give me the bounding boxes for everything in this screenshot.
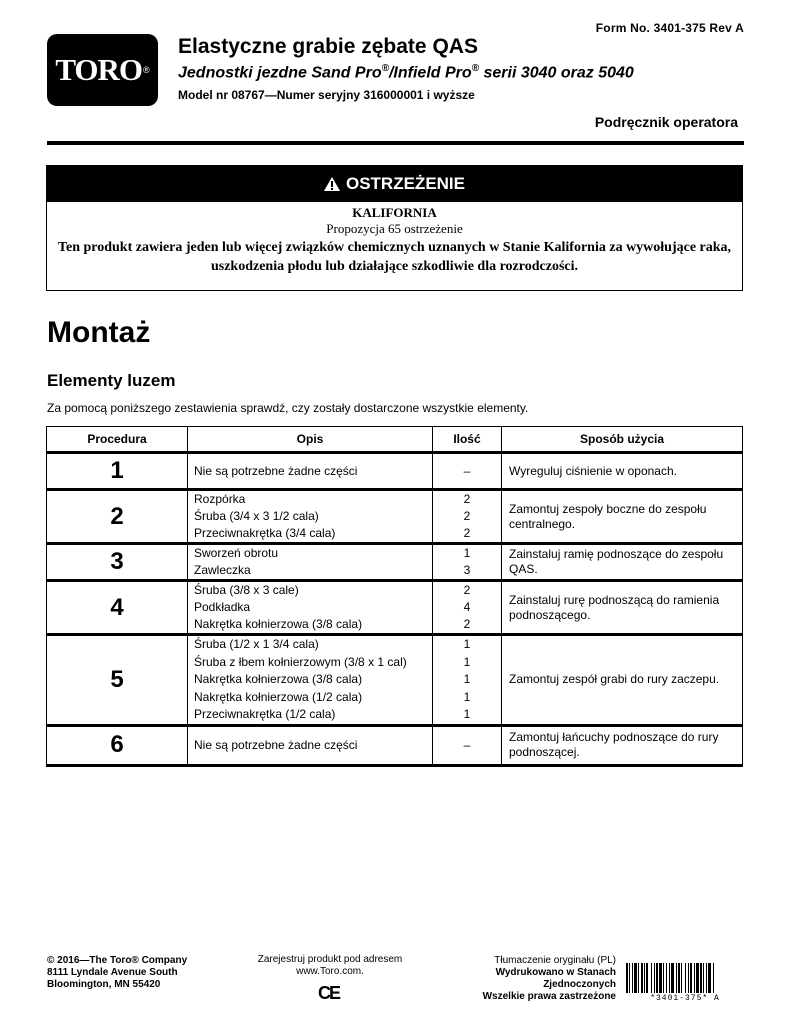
subtitle-part-1: Jednostki jezdne Sand Pro <box>178 64 382 82</box>
barcode-bar <box>656 963 658 993</box>
procedure-number: 1 <box>47 453 188 490</box>
footer-address-2: Bloomington, MN 55420 <box>47 979 161 990</box>
model-number: Model nr 08767—Numer seryjny 316000001 i wyższe <box>178 88 475 102</box>
header-rule <box>47 141 744 145</box>
part-qty: 1 <box>463 654 471 669</box>
barcode-bar <box>676 963 677 993</box>
document-subtitle <box>178 63 634 82</box>
barcode-bar <box>663 963 664 993</box>
barcode-bar <box>659 963 662 993</box>
part-name: Sworzeń obrotu <box>194 546 279 560</box>
usage-cell: Zainstaluj ramię podnoszące do zespołu QAS. <box>502 544 743 581</box>
part-qty: – <box>463 738 471 752</box>
usage-cell: Wyreguluj ciśnienie w oponach. <box>502 453 743 490</box>
quantity-cell <box>433 635 502 726</box>
usage-cell: Zamontuj łańcuchy podnoszące do rury podnoszącej. <box>502 725 743 765</box>
warning-heading-text: OSTRZEŻENIE <box>345 174 465 193</box>
barcode-bar <box>651 963 652 993</box>
header-usage: Sposób użycia <box>502 427 743 453</box>
procedure-number: 5 <box>47 635 188 726</box>
barcode-bar <box>703 963 704 993</box>
description-cell <box>188 581 433 635</box>
part-name: Podkładka <box>194 600 251 614</box>
part-qty: 2 <box>463 617 471 631</box>
barcode-bar <box>678 963 680 993</box>
description-cell <box>188 490 433 544</box>
barcode-bar <box>696 963 699 993</box>
part-name: Śruba (1/2 x 1 3/4 cala) <box>194 637 319 651</box>
description-cell <box>188 635 433 726</box>
warning-proposition: Propozycja 65 ostrzeżenie <box>326 221 463 236</box>
document-title: Elastyczne grabie zębate QAS <box>178 35 478 58</box>
part-name: Nie są potrzebne żadne części <box>194 738 358 752</box>
description-cell <box>188 453 433 490</box>
part-name: Rozpórka <box>194 492 246 506</box>
table-row <box>47 635 743 726</box>
part-qty: 1 <box>463 672 471 686</box>
description-cell <box>188 725 433 765</box>
quantity-cell <box>433 544 502 581</box>
barcode-bar <box>671 963 674 993</box>
subtitle-reg-1: ® <box>381 63 389 74</box>
procedure-number: 6 <box>47 725 188 765</box>
footer-company <box>47 955 187 991</box>
barcode-bar <box>638 963 639 993</box>
part-qty: 1 <box>463 689 471 704</box>
manual-type: Podręcznik operatora <box>594 114 738 130</box>
barcode-bar <box>641 963 643 993</box>
toro-logo <box>47 34 158 106</box>
barcode-bar <box>713 963 714 993</box>
barcode-bar <box>634 963 637 993</box>
barcode-bar <box>706 963 707 993</box>
part-qty: 2 <box>463 492 471 506</box>
part-name: Śruba (3/8 x 3 cale) <box>194 583 299 597</box>
barcode-bar <box>708 963 711 993</box>
quantity-cell <box>433 725 502 765</box>
usage-cell: Zamontuj zespół grabi do rury zaczepu. <box>502 635 743 726</box>
quantity-cell <box>433 453 502 490</box>
part-name: Nakrętka kołnierzowa (3/8 cala) <box>194 617 363 631</box>
footer-address-1: 8111 Lyndale Avenue South <box>47 967 178 978</box>
part-qty: 4 <box>463 600 471 614</box>
barcode-bar <box>654 963 655 993</box>
footer-register-text: Zarejestruj produkt pod adresem <box>257 954 403 965</box>
barcode-bar <box>666 963 667 993</box>
part-name: Przeciwnakrętka (1/2 cala) <box>194 707 336 721</box>
barcode-bar <box>694 963 695 993</box>
part-qty: 2 <box>463 509 471 523</box>
procedure-number: 2 <box>47 490 188 544</box>
part-name: Zawleczka <box>194 563 251 577</box>
form-number: Form No. 3401-375 Rev A <box>595 21 744 35</box>
part-qty: 1 <box>463 546 471 560</box>
table-row <box>47 725 743 765</box>
footer-printed-2: Zjednoczonych <box>543 979 616 990</box>
table-row <box>47 544 743 581</box>
barcode-bar <box>644 963 645 993</box>
part-name: Śruba z łbem kołnierzowym (3/8 x 1 cal) <box>194 654 407 669</box>
logo-text: TORO <box>55 52 143 87</box>
barcode-bar <box>632 963 633 993</box>
warning-heading <box>47 166 742 202</box>
barcode-bar <box>629 963 630 993</box>
quantity-cell <box>433 581 502 635</box>
barcode-bar <box>690 963 692 993</box>
table-row <box>47 453 743 490</box>
usage-cell: Zamontuj zespoły boczne do zespołu centralnego. <box>502 490 743 544</box>
subtitle-part-3: serii 3040 oraz 5040 <box>479 64 634 82</box>
part-qty: 2 <box>463 583 471 597</box>
barcode-bar <box>626 963 628 993</box>
part-name: Nakrętka kołnierzowa (3/8 cala) <box>194 672 363 686</box>
warning-box <box>46 165 743 291</box>
header-procedure: Procedura <box>47 427 188 453</box>
subsection-title: Elementy luzem <box>47 371 176 390</box>
header-quantity: Ilość <box>433 427 502 453</box>
barcode-bar <box>685 963 686 993</box>
footer-printed-1: Wydrukowano w Stanach <box>495 967 616 978</box>
barcode-bar <box>669 963 670 993</box>
part-qty: 1 <box>463 637 471 651</box>
description-cell <box>188 544 433 581</box>
barcode-bar <box>700 963 702 993</box>
table-row <box>47 581 743 635</box>
part-name: Nie są potrzebne żadne części <box>194 464 358 478</box>
table-row <box>47 490 743 544</box>
section-title: Montaż <box>47 316 151 349</box>
barcode-bar <box>688 963 689 993</box>
subtitle-reg-2: ® <box>471 63 480 74</box>
ce-mark: CE <box>318 983 340 1003</box>
barcode-bar <box>646 963 648 993</box>
footer-register <box>255 954 405 978</box>
warning-text: Ten produkt zawiera jeden lub więcej związków chemicznych uznanych w Stanie Kalifornia za wywołujące raka, uszkodzenia płodu lub działające szkodliwie dla rozrodczości. <box>57 240 732 274</box>
footer-copyright: © 2016—The Toro® Company <box>47 955 188 966</box>
footer-register-url: www.Toro.com. <box>296 966 364 977</box>
usage-cell: Zainstaluj rurę podnoszącą do ramienia podnoszącego. <box>502 581 743 635</box>
procedure-number: 3 <box>47 544 188 581</box>
part-qty: 1 <box>463 707 471 721</box>
barcode-bar <box>681 963 682 993</box>
part-name: Śruba (3/4 x 3 1/2 cala) <box>194 509 319 523</box>
warning-triangle-icon <box>324 177 340 191</box>
barcode <box>626 963 744 993</box>
procedure-number: 4 <box>47 581 188 635</box>
logo-registered-mark: ® <box>143 65 150 75</box>
footer-rights: Wszelkie prawa zastrzeżone <box>482 991 616 1002</box>
barcode-text: *3401-375* A <box>650 994 720 1003</box>
subtitle-part-2: /Infield Pro <box>388 64 472 82</box>
part-qty: 2 <box>463 526 471 540</box>
part-qty: 3 <box>463 563 471 577</box>
header-description: Opis <box>188 427 433 453</box>
warning-state: KALIFORNIA <box>352 205 437 220</box>
part-name: Nakrętka kołnierzowa (1/2 cala) <box>194 689 363 704</box>
footer-translation: Tłumaczenie oryginału (PL) <box>494 955 616 966</box>
intro-text: Za pomocą poniższego zestawienia sprawdź, czy zostały dostarczone wszystkie elementy. <box>47 401 529 415</box>
part-name: Przeciwnakrętka (3/4 cala) <box>194 526 336 540</box>
footer-print-info <box>483 955 616 1003</box>
quantity-cell <box>433 490 502 544</box>
part-qty: – <box>463 464 471 478</box>
loose-parts-table <box>46 426 743 767</box>
